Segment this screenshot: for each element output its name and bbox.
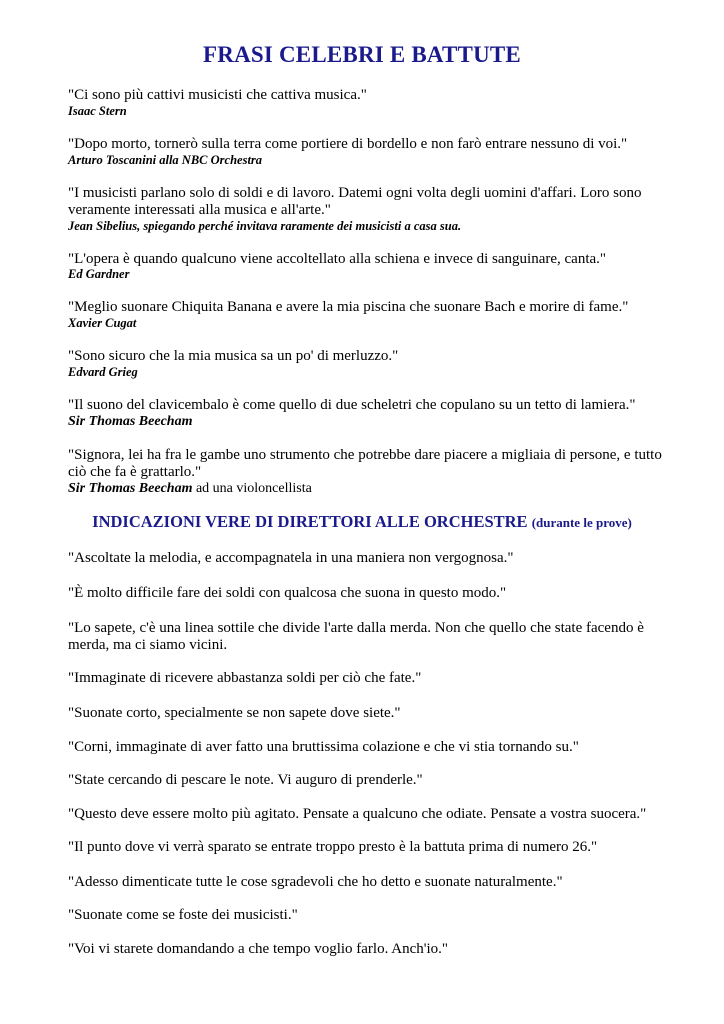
direction-quote: "Lo sapete, c'è una linea sottile che divide l'arte dalla merda. Non che quello che state facendo è: [68, 620, 644, 636]
quote-author: Xavier Cugat: [68, 316, 137, 330]
quote-author: Jean Sibelius, spiegando perché invitava raramente dei musicisti a casa sua.: [68, 219, 462, 233]
quote-text: ciò che fa è grattarlo.": [68, 464, 202, 480]
direction-quote: "Questo deve essere molto più agitato. Pensate a qualcuno che odiate. Pensate a vostra suocera.": [68, 806, 647, 822]
quote-author: [68, 481, 688, 496]
quote-author: Sir Thomas Beecham: [68, 414, 193, 429]
quote-text: "L'opera è quando qualcuno viene accoltellato alla schiena e invece di sanguinare, canta.": [68, 251, 607, 267]
direction-quote: "Adesso dimenticate tutte le cose sgradevoli che ho detto e suonate naturalmente.": [68, 874, 563, 890]
quote-author-suffix: ad una violoncellista: [192, 481, 312, 496]
quote-text: "Sono sicuro che la mia musica sa un po' di merluzzo.": [68, 348, 399, 364]
direction-quote: merda, ma ci siamo vicini.: [68, 637, 228, 653]
direction-quote: "Suonate come se foste dei musicisti.": [68, 907, 298, 923]
quote-text: veramente interessati alla musica e all'arte.": [68, 202, 331, 218]
quote-text: "Dopo morto, tornerò sulla terra come portiere di bordello e non farò entrare nessuno di voi.": [68, 136, 628, 152]
section-heading: [0, 512, 724, 532]
quote-author: Ed Gardner: [68, 267, 130, 281]
direction-quote: "Suonate corto, specialmente se non sapete dove siete.": [68, 705, 401, 721]
direction-quote: "State cercando di pescare le note. Vi auguro di prenderle.": [68, 772, 423, 788]
direction-quote: "Corni, immaginate di aver fatto una bruttissima colazione e che vi stia tornando su.": [68, 739, 579, 755]
direction-quote: "È molto difficile fare dei soldi con qualcosa che suona in questo modo.": [68, 585, 507, 601]
quote-text: "Meglio suonare Chiquita Banana e avere la mia piscina che suonare Bach e morire di fame.": [68, 299, 629, 315]
direction-quote: "Voi vi starete domandando a che tempo voglio farlo. Anch'io.": [68, 941, 449, 957]
quote-text: "Signora, lei ha fra le gambe uno strumento che potrebbe dare piacere a migliaia di persone, e tutto: [68, 447, 662, 463]
page-title: FRASI CELEBRI E BATTUTE: [203, 42, 521, 67]
direction-quote: "Immaginate di ricevere abbastanza soldi per ciò che fate.": [68, 670, 422, 686]
direction-quote: "Il punto dove vi verrà sparato se entrate troppo presto è la battuta prima di numero 26.": [68, 839, 598, 855]
quote-text: "Ci sono più cattivi musicisti che cattiva musica.": [68, 87, 367, 103]
quote-author: Edvard Grieg: [68, 365, 138, 379]
quote-author: Isaac Stern: [68, 104, 127, 118]
direction-quote: "Ascoltate la melodia, e accompagnatela in una maniera non vergognosa.": [68, 550, 514, 566]
quote-text: "Il suono del clavicembalo è come quello di due scheletri che copulano su un tetto di lamiera.": [68, 397, 636, 413]
section-subtitle: (durante le prove): [531, 515, 632, 530]
quote-author: Arturo Toscanini alla NBC Orchestra: [68, 153, 263, 167]
quote-text: "I musicisti parlano solo di soldi e di lavoro. Datemi ogni volta degli uomini d'affari. Loro sono: [68, 185, 642, 201]
quote-author-name: Sir Thomas Beecham: [68, 481, 193, 496]
section-title: INDICAZIONI VERE DI DIRETTORI ALLE ORCHESTRE: [92, 512, 528, 531]
